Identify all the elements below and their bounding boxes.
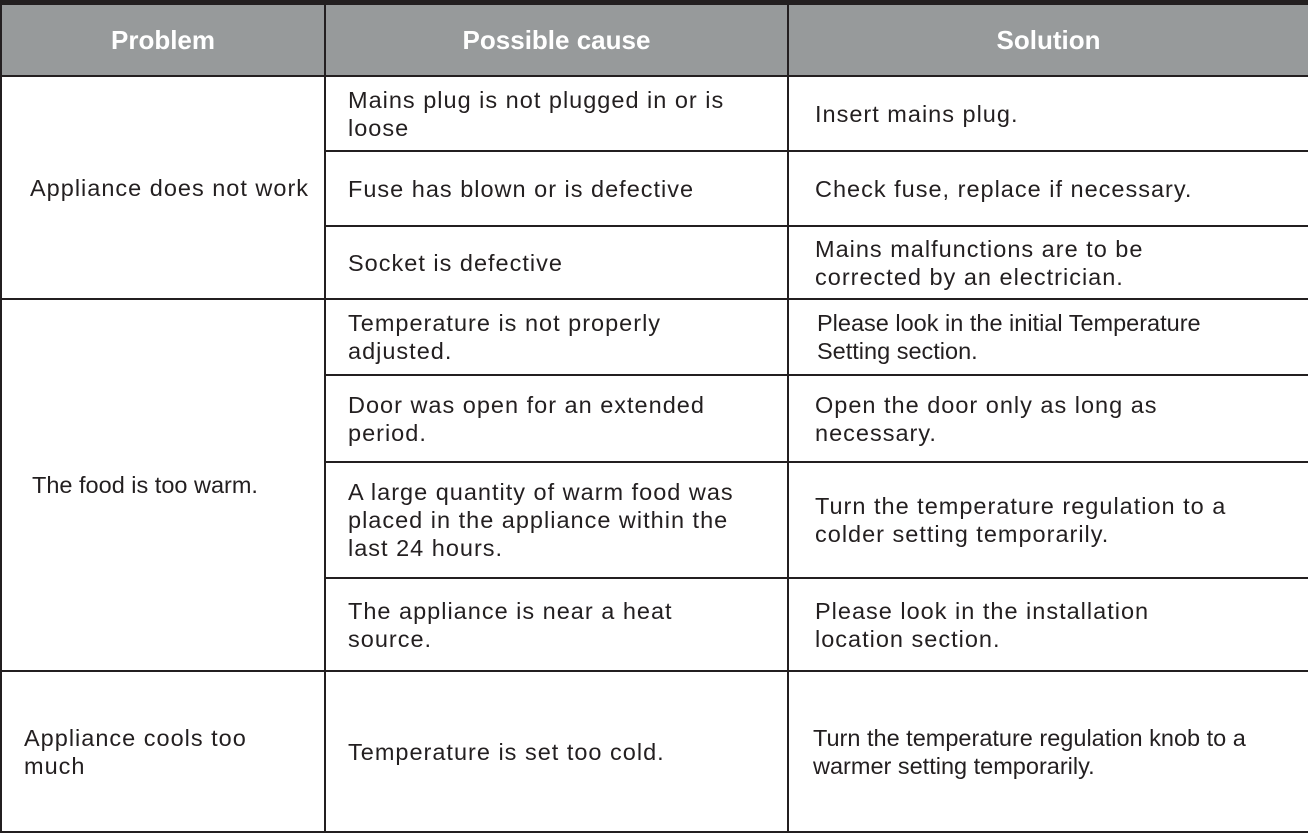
problem-cell: The food is too warm. xyxy=(1,299,325,671)
cause-cell: Door was open for an extended period. xyxy=(325,375,788,462)
cause-cell: The appliance is near a heat source. xyxy=(325,578,788,671)
solution-cell: Turn the temperature regulation to a colder setting temporarily. xyxy=(788,462,1308,578)
solution-cell: Check fuse, replace if necessary. xyxy=(788,151,1308,226)
problem-cell: Appliance cools too much xyxy=(1,671,325,832)
solution-cell: Open the door only as long as necessary. xyxy=(788,375,1308,462)
solution-cell: Please look in the initial Temperature Setting section. xyxy=(788,299,1308,375)
solution-cell: Insert mains plug. xyxy=(788,76,1308,151)
cause-cell: Socket is defective xyxy=(325,226,788,299)
cause-cell: Temperature is set too cold. xyxy=(325,671,788,832)
cause-cell: Temperature is not properly adjusted. xyxy=(325,299,788,375)
header-solution: Solution xyxy=(788,4,1308,76)
solution-cell: Turn the temperature regulation knob to a warmer setting temporarily. xyxy=(788,671,1308,832)
cause-cell: Fuse has blown or is defective xyxy=(325,151,788,226)
solution-cell: Please look in the installation location section. xyxy=(788,578,1308,671)
header-problem: Problem xyxy=(1,4,325,76)
cause-cell: A large quantity of warm food was placed in the appliance within the last 24 hours. xyxy=(325,462,788,578)
problem-cell: Appliance does not work xyxy=(1,76,325,299)
cause-cell: Mains plug is not plugged in or is loose xyxy=(325,76,788,151)
header-possible-cause: Possible cause xyxy=(325,4,788,76)
solution-cell: Mains malfunctions are to be corrected by an electrician. xyxy=(788,226,1308,299)
